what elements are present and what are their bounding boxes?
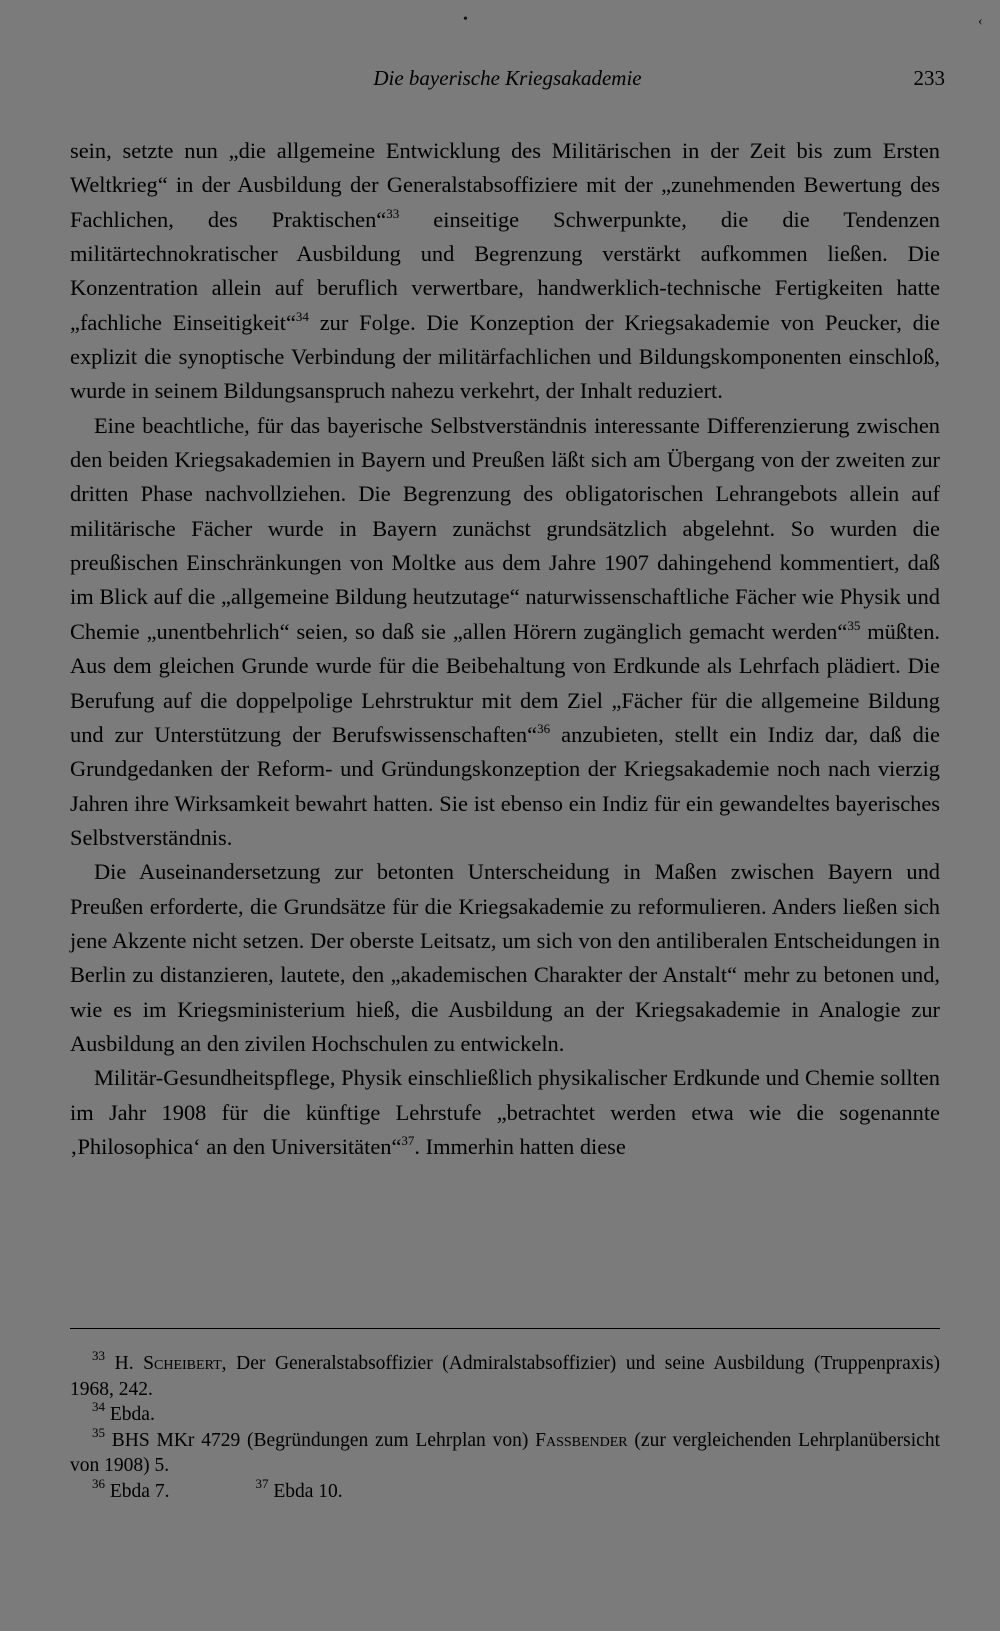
body-text (70, 134, 940, 1164)
footnote-ref: 36 (537, 720, 551, 736)
footnote-number: 33 (92, 1348, 105, 1363)
paragraph (70, 409, 940, 855)
footnote-line (70, 1475, 940, 1505)
footnote-text: BHS MKr 4729 (Begründungen zum Lehrplan von) (111, 1429, 536, 1451)
footnote (70, 1348, 940, 1402)
footnote-text: Ebda. (109, 1404, 155, 1425)
footnote (70, 1399, 940, 1428)
running-title: Die bayerische Kriegsakademie (373, 66, 642, 90)
paragraph-text: zur Folge. Die Konzeption der Kriegsakademie von Peucker, die explizit die synoptische Verbindung der militärfachlichen und Bildungskomponenten einschloß, wurde in seinem Bildungsanspruch nahezu verkehrt, der Inhalt reduziert. (70, 309, 940, 404)
footnote-number: 34 (92, 1399, 105, 1414)
page-number: 233 (913, 66, 945, 90)
paragraph (70, 1061, 940, 1164)
footnote-text: Ebda 7. (109, 1480, 170, 1502)
footnote-ref: 35 (847, 617, 861, 633)
paragraph-text: Eine beachtliche, für das bayerische Selbstverständnis interessante Differenzierung zwischen den beiden Kriegsakademien in Bayern und Preußen läßt sich am Übergang von der zweiten zur dritten Phase nachvollziehen. Die Begrenzung des obligatorischen Lehrangebots allein auf militärische Fächer wurde in Bayern zunächst grundsätzlich abgelehnt. So wurden die preußischen Einschränkungen von Moltke aus dem Jahre 1907 dahingehend kommentiert, daß im Blick auf die „allgemeine Bildung heutzutage“ naturwissenschaftliche Fächer wie Physik und Chemie „unentbehrlich“ seien, so daß sie „allen Hörern zugänglich gemacht werden“ (70, 412, 940, 644)
scan-mark: ‹ (978, 14, 983, 29)
footnote-text: (zur vergleichenden Lehrplanübersicht von 1908) 5. (70, 1429, 940, 1476)
scan-mark: • (463, 12, 468, 27)
footnote-text: Ebda 10. (273, 1480, 343, 1502)
footnote-number: 36 (92, 1475, 105, 1491)
footnote (70, 1424, 940, 1479)
footnote-number: 37 (255, 1475, 269, 1491)
paragraph: Die Auseinandersetzung zur betonten Unterscheidung in Maßen zwischen Bayern und Preußen erforderte, die Grundsätze für die Kriegsakademie zu reformulieren. Anders ließen sich jene Akzente nicht setzen. Der oberste Leitsatz, um sich von den antiliberalen Entscheidungen in Berlin zu distanzieren, lautete, den „akademischen Charakter der Anstalt“ mehr zu betonen und, wie es im Kriegsministerium hieß, die Ausbildung an der Kriegsakademie in Analogie zur Ausbildung an den zivilen Hochschulen zu entwickeln. (70, 859, 940, 1056)
footnote-text: , Der Generalstabsoffizier (Admiralstabsoffizier) und seine Ausbildung (Truppenpraxis) 1968, 242. (70, 1353, 940, 1400)
paragraph-text: einseitige Schwerpunkte, die die Tendenzen militärtechnokratischer Ausbildung und Begrenzung verstärkt aufkommen ließen. Die Konzentration allein auf beruflich verwertbare, handwerklich-technische Fertigkeiten hatte „fachliche Einseitigkeit“ (70, 206, 940, 335)
footnotes (70, 1348, 940, 1504)
paragraph-text: . Immerhin hatten diese (414, 1133, 626, 1159)
footnote-author: Fassbender (535, 1429, 628, 1451)
paragraph-text: sein, setzte nun „die allgemeine Entwicklung des Militärischen in der Zeit bis zum Ersten Weltkrieg“ in der Ausbildung der Generalstabsoffiziere mit der „zunehmenden Bewertung des Fachlichen, des Praktischen“ (70, 138, 940, 232)
paragraph-text: anzubieten, stellt ein Indiz dar, daß die Grundgedanken der Reform- und Gründungskonzeption der Kriegsakademie noch nach vierzig Jahren ihre Wirksamkeit bewahrt hatten. Sie ist ebenso ein Indiz für ein gewandeltes bayerisches Selbstverständnis. (70, 721, 940, 850)
footnote-ref: 37 (401, 1132, 415, 1148)
footnote-ref: 33 (386, 205, 400, 221)
footnote-author: H. Scheibert (114, 1353, 222, 1374)
paragraph-text: müßten. Aus dem gleichen Grunde wurde für die Beibehaltung von Erdkunde als Lehrfach plädiert. Die Berufung auf die doppelpolige Lehrstruktur mit dem Ziel „Fächer für die allgemeine Bildung und zur Unterstützung der Berufswissenschaften“ (70, 618, 940, 747)
paragraph (70, 134, 940, 409)
paragraph-text: Militär-Gesundheitspflege, Physik einschließlich physikalischer Erdkunde und Chemie sollten im Jahr 1908 für die künftige Lehrstufe „betrachtet werden etwa wie die sogenannte ‚Philosophica‘ an den Universitäten“ (70, 1065, 940, 1159)
footnote-number: 35 (92, 1424, 105, 1440)
page-header (70, 60, 945, 96)
footnote-rule (70, 1328, 940, 1329)
footnote-ref: 34 (295, 308, 309, 324)
